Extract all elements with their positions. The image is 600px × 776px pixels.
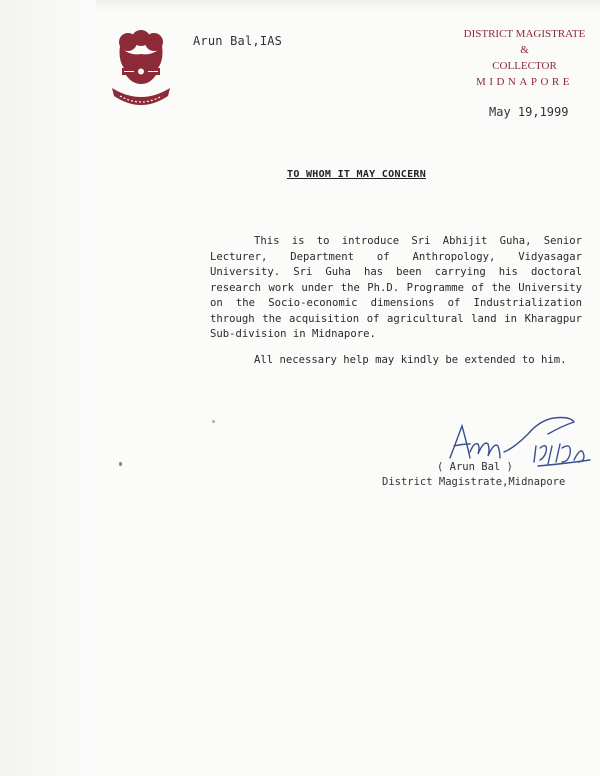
state-emblem-icon bbox=[110, 26, 172, 108]
letter-subject: TO WHOM IT MAY CONCERN bbox=[287, 169, 427, 180]
signatory-title: District Magistrate,Midnapore bbox=[382, 476, 566, 488]
letter-date: May 19,1999 bbox=[489, 105, 569, 119]
office-line-1: DISTRICT MAGISTRATE bbox=[463, 28, 586, 40]
body-paragraph-2: All necessary help may kindly be extended to him. bbox=[254, 353, 567, 366]
office-line-3: COLLECTOR bbox=[492, 60, 557, 72]
office-designation bbox=[452, 26, 597, 90]
scan-edge-top bbox=[96, 0, 600, 12]
scan-speck bbox=[212, 420, 215, 423]
letter-body bbox=[210, 234, 582, 368]
body-paragraph-1: This is to introduce Sri Abhijit Guha, Senior Lecturer, Department of Anthropology, Vidyasagar University. Sri Guha has been carrying his doctoral research work under the Ph.D. Programme of the University on the Socio-economic dimensions of Industrialization through the acquisition of agricultural land in Kharagpur Sub-division in Midnapore. bbox=[210, 235, 582, 340]
office-line-4: MIDNAPORE bbox=[476, 76, 573, 88]
signatory-name: ( Arun Bal ) bbox=[437, 461, 513, 473]
scan-edge-left bbox=[0, 0, 96, 776]
officer-name: Arun Bal,IAS bbox=[193, 34, 283, 48]
office-line-2: & bbox=[520, 44, 529, 56]
scan-speck bbox=[119, 462, 122, 466]
